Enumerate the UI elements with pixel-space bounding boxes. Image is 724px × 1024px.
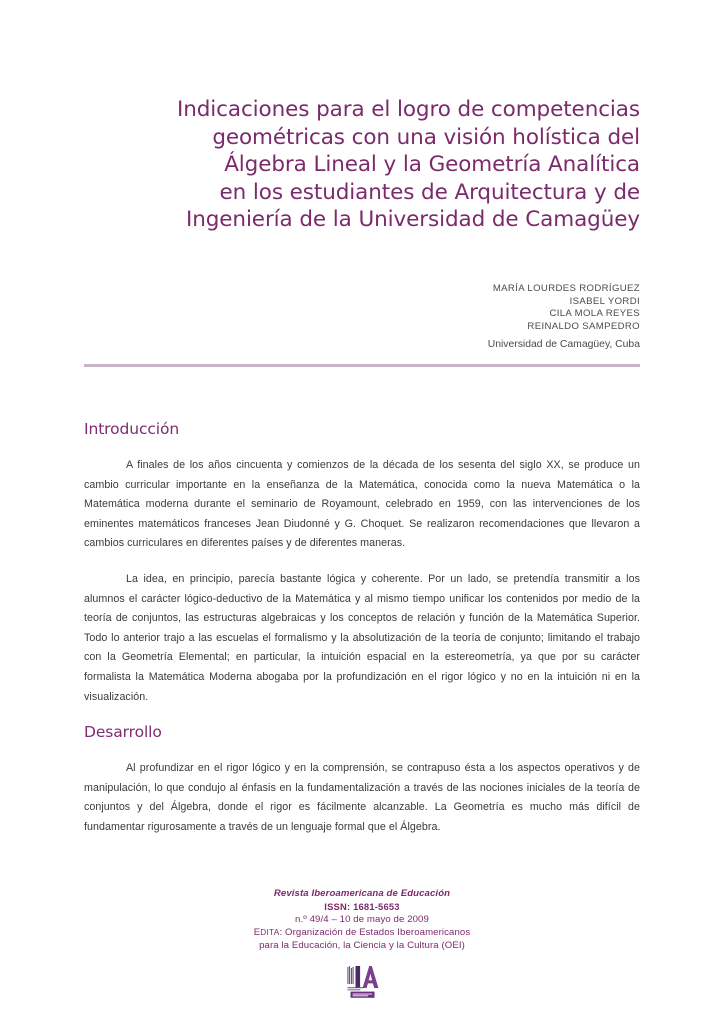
section-heading-desarrollo: Desarrollo (84, 723, 162, 742)
title-line: Indicaciones para el logro de competencias (176, 97, 640, 122)
paragraph: Al profundizar en el rigor lógico y en la comprensión, se contrapuso ésta a los aspectos operativos y de manipulación, lo que condujo al énfasis en la fundamentalización a través de las nociones iniciales de la teoría de conjuntos y del Álgebra, donde el rigor es fácilmente alcanzable. La Geometría es mucho más difícil de fundamentar rigurosamente a través de un lenguaje formal que el Álgebra. (84, 762, 640, 833)
title-line: geométricas con una visión holística del (212, 124, 640, 150)
section-heading-introduccion: Introducción (84, 420, 180, 438)
author-name: MARÍA LOURDES RODRÍGUEZ (492, 283, 640, 294)
title-line: Ingeniería de la Universidad de Camagüey (185, 207, 640, 232)
document-body (84, 420, 640, 838)
author-block (84, 283, 640, 351)
publisher-line-1 (0, 926, 724, 939)
title-block (84, 96, 640, 234)
header-divider (84, 364, 640, 367)
paragraph: La idea, en principio, parecía bastante lógica y coherente. Por un lado, se pretendía transmitir a los alumnos el carácter lógico-deductivo de la Matemática y al mismo tiempo unificar los contenidos por medio de la teoría de conjuntos, las estructuras algebraicas y los conceptos de relación y función de la Matemática Superior. Todo lo anterior trajo a las escuelas el formalismo y la absolutización de la teoría de conjunto; limitando el trabajo con la Geometría Elemental; en particular, la intuición espacial en la estereometría, ya que por su carácter formalista la Matemática Moderna abogaba por la profundización en el rigor lógico y no en la intuición ni en la visualización. (84, 572, 640, 703)
journal-name: Revista Iberoamericana de Educación (273, 888, 451, 899)
author-name: CILA MOLA REYES (549, 308, 640, 320)
edita-initial: E (253, 927, 261, 938)
publisher-line-2: para la Educación, la Ciencia y la Cultura (OEI) (259, 940, 465, 951)
paragraph: A finales de los años cincuenta y comienzos de la década de los sesenta del siglo XX, se produce un cambio curricular importante en la enseñanza de la Matemática, conocida como la nueva Matemática o la Matemática moderna durante el seminario de Royamount, celebrado en 1959, con las intervenciones de los eminentes matemáticos franceses Jean Diudonné y G. Choquet. Se realizaron recomendaciones que llevaron a cambios curriculares en diferentes países y de diferentes maneras. (84, 459, 640, 550)
issue-label: n.º 49/4 – 10 de mayo de 2009 (295, 914, 429, 925)
edita-smallcaps: DITA (260, 928, 280, 937)
page-title (84, 96, 640, 234)
footer-block (0, 888, 724, 952)
rie-oei-logo-icon (344, 963, 380, 1001)
author-affiliation: Universidad de Camagüey, Cuba (487, 339, 640, 351)
publisher-text: : Organización de Estados Iberoamericanos (279, 927, 471, 938)
title-line: en los estudiantes de Arquitectura y de (219, 179, 640, 205)
footer-logo-wrap (0, 963, 724, 1006)
issn-label: ISSN: 1681-5653 (324, 900, 400, 912)
author-name: REINALDO SAMPEDRO (527, 320, 640, 332)
author-name: ISABEL YORDI (569, 295, 640, 307)
title-line: Álgebra Lineal y la Geometría Analítica (224, 152, 640, 177)
